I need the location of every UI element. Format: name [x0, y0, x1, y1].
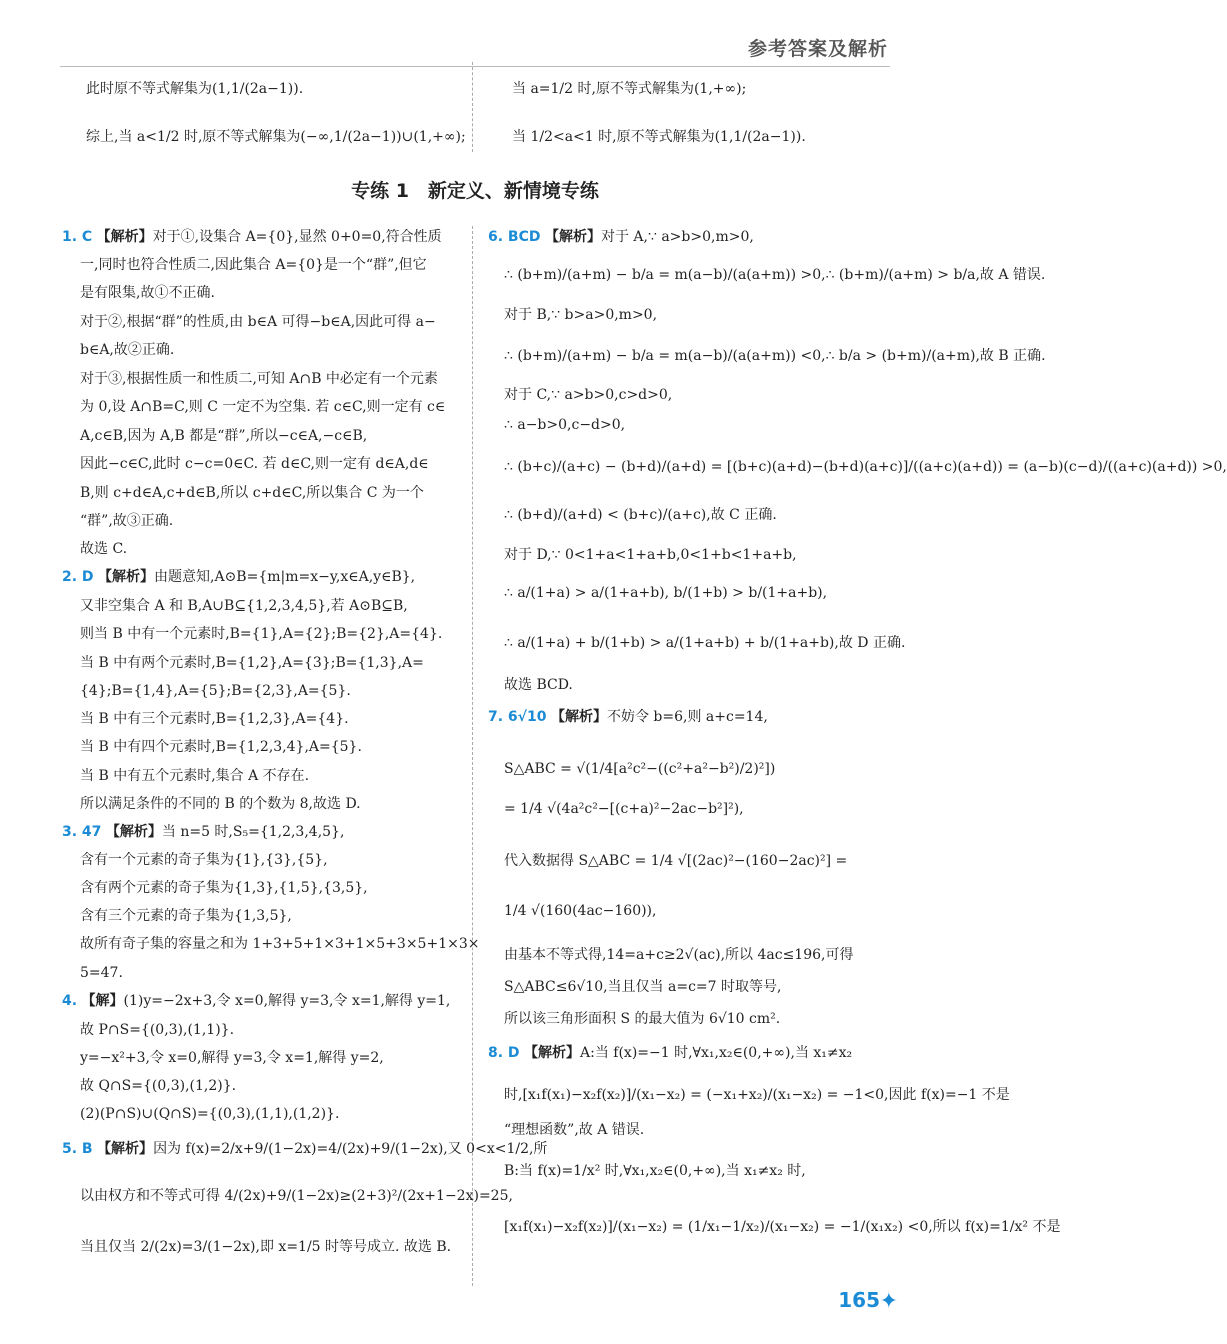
question-line: [62, 823, 344, 841]
line-text: (1)y=−2x+3,令 x=0,解得 y=3,令 x=1,解得 y=1,: [123, 993, 451, 1009]
line-text: 不妨令 b=6,则 a+c=14,: [606, 709, 768, 725]
line-text: 含有两个元素的奇子集为{1,3},{1,5},{3,5},: [80, 880, 368, 896]
analysis-tag: 【解析】: [524, 1045, 581, 1061]
line-text: 对于 A,∵ a>b>0,m>0,: [600, 229, 754, 245]
analysis-tag: 【解】: [81, 993, 124, 1009]
analysis-tag: 【解析】: [105, 824, 162, 840]
line-text: “群”,故③正确.: [80, 513, 174, 529]
question-number: 2. D: [62, 569, 94, 585]
text-line: [504, 266, 1046, 284]
line-text: ∴ (b+m)/(a+m) − b/a = m(a−b)/(a(a+m)) <0,∴ b/a > (b+m)/(a+m),故 B 正确.: [504, 348, 1046, 364]
line-text: 当且仅当 2/(2x)=3/(1−2x),即 x=1/5 时等号成立. 故选 B.: [80, 1239, 452, 1255]
text-line: [504, 760, 775, 778]
text-line: [80, 398, 445, 416]
analysis-tag: 【解析】: [550, 709, 607, 725]
line-text: 对于①,设集合 A={0},显然 0+0=0,符合性质: [152, 229, 442, 245]
text-line: [504, 852, 847, 870]
line-text: 因为 f(x)=2/x+9/(1−2x)=4/(2x)+9/(1−2x),又 0<x<1/2,所: [153, 1141, 548, 1157]
text-line: [80, 1049, 384, 1067]
text-line: 当 a=1/2 时,原不等式解集为(1,+∞);: [512, 81, 747, 97]
text-line: [80, 597, 408, 615]
line-text: y=−x²+3,令 x=0,解得 y=3,令 x=1,解得 y=2,: [80, 1050, 384, 1066]
text-line: [80, 256, 427, 274]
text-line: 综上,当 a<1/2 时,原不等式解集为(−∞,1/(2a−1))∪(1,+∞);: [86, 129, 466, 145]
text-line: [504, 458, 1227, 476]
line-text: S△ABC = √(1/4[a²c²−((c²+a²−b²)/2)²]): [504, 761, 776, 777]
line-text: 当 B 中有两个元素时,B={1,2},A={3};B={1,3},A=: [80, 655, 424, 671]
text-line: [80, 313, 436, 331]
line-text: 故所有奇子集的容量之和为 1+3+5+1×3+1×5+3×5+1×3×: [80, 936, 480, 952]
header-divider: [60, 66, 890, 67]
text-line: [80, 284, 215, 302]
text-line: [80, 710, 349, 728]
line-text: 对于 B,∵ b>a>0,m>0,: [504, 307, 658, 323]
question-line: [488, 228, 754, 246]
line-text: ∴ a/(1+a) + b/(1+b) > a/(1+a+b) + b/(1+a+b),故 D 正确.: [504, 635, 906, 651]
line-text: 时,[x₁f(x₁)−x₂f(x₂)]/(x₁−x₂) = (−x₁+x₂)/(x₁−x₂) = −1<0,因此 f(x)=−1 不是: [504, 1087, 1010, 1103]
line-text: A,c∈B,因为 A,B 都是“群”,所以−c∈A,−c∈B,: [80, 428, 368, 444]
line-text: 对于 D,∵ 0<1+a<1+a+b,0<1+b<1+a+b,: [504, 547, 797, 563]
text-line: [80, 484, 424, 502]
line-text: 1/4 √(160(4ac−160)),: [504, 903, 657, 919]
text-line: 此时原不等式解集为(1,1/(2a−1)).: [86, 81, 304, 97]
text-line: [504, 1010, 780, 1028]
text-line: [80, 1187, 513, 1205]
text-line: [80, 654, 424, 672]
question-line: [488, 1044, 852, 1062]
section-title: 专练 1 新定义、新情境专练: [351, 180, 599, 202]
text-line: [80, 1105, 339, 1123]
line-text: 5=47.: [80, 965, 123, 981]
line-text: S△ABC≤6√10,当且仅当 a=c=7 时取等号,: [504, 979, 782, 995]
line-text: 一,同时也符合性质二,因此集合 A={0}是一个“群”,但它: [80, 257, 427, 273]
text-line: [80, 682, 351, 700]
text-line: [80, 935, 479, 953]
analysis-tag: 【解析】: [96, 229, 153, 245]
text-line: [504, 978, 781, 996]
analysis-tag: 【解析】: [98, 569, 155, 585]
text-line: [80, 370, 438, 388]
line-text: 则当 B 中有一个元素时,B={1},A={2};B={2},A={4}.: [80, 626, 443, 642]
line-text: 当 B 中有四个元素时,B={1,2,3,4},A={5}.: [80, 739, 362, 755]
line-text: “理想函数”,故 A 错误.: [504, 1122, 645, 1138]
line-text: B:当 f(x)=1/x² 时,∀x₁,x₂∈(0,+∞),当 x₁≠x₂ 时,: [504, 1163, 806, 1179]
line-text: B,则 c+d∈A,c+d∈B,所以 c+d∈C,所以集合 C 为一个: [80, 485, 424, 501]
text-line: [80, 1021, 234, 1039]
column-divider: [472, 226, 473, 1286]
question-line: [62, 568, 415, 586]
line-text: b∈A,故②正确.: [80, 342, 175, 358]
line-text: 故 P∩S={(0,3),(1,1)}.: [80, 1022, 235, 1038]
text-line: [80, 625, 442, 643]
line-text: ∴ (b+c)/(a+c) − (b+d)/(a+d) = [(b+c)(a+d)−(b+d)(a+c)]/((a+c)(a+d)) = (a−b)(c−d)/((a+c)(a+d)) >0,: [504, 459, 1227, 475]
line-text: 以由权方和不等式可得 4/(2x)+9/(1−2x)≥(2+3)²/(2x+1−2x)=25,: [80, 1188, 513, 1204]
text-line: [504, 800, 744, 818]
line-text: 所以该三角形面积 S 的最大值为 6√10 cm².: [504, 1011, 781, 1027]
header-title: 参考答案及解析: [747, 38, 888, 60]
question-line: [488, 708, 768, 726]
line-text: 当 B 中有三个元素时,B={1,2,3},A={4}.: [80, 711, 349, 727]
line-text: (2)(P∩S)∪(Q∩S)={(0,3),(1,1),(1,2)}.: [80, 1106, 340, 1122]
text-line: [504, 416, 625, 434]
question-number: 5. B: [62, 1141, 93, 1157]
text-line: [504, 386, 672, 404]
text-line: [504, 546, 797, 564]
text-line: [504, 347, 1046, 365]
line-text: ∴ a/(1+a) > a/(1+a+b), b/(1+b) > b/(1+a+b),: [504, 585, 828, 601]
line-text: 为 0,设 A∩B=C,则 C 一定不为空集. 若 c∈C,则一定有 c∈: [80, 399, 446, 415]
text-line: [80, 1077, 236, 1095]
line-text: {4};B={1,4},A={5};B={2,3},A={5}.: [80, 683, 351, 699]
question-line: [62, 228, 442, 246]
line-text: 故选 BCD.: [504, 677, 573, 693]
line-text: 所以满足条件的不同的 B 的个数为 8,故选 D.: [80, 796, 361, 812]
analysis-tag: 【解析】: [97, 1141, 154, 1157]
text-line: [504, 946, 853, 964]
text-line: 当 1/2<a<1 时,原不等式解集为(1,1/(2a−1)).: [512, 129, 806, 145]
text-line: [80, 879, 368, 897]
question-number: 8. D: [488, 1045, 520, 1061]
line-text: = 1/4 √(4a²c²−[(c+a)²−2ac−b²]²),: [504, 801, 744, 817]
analysis-tag: 【解析】: [544, 229, 601, 245]
question-line: [62, 1140, 548, 1158]
top-column-divider: [472, 62, 473, 152]
text-line: [504, 634, 904, 652]
question-number: 6. BCD: [488, 229, 541, 245]
line-text: 对于②,根据“群”的性质,由 b∈A 可得−b∈A,因此可得 a−: [80, 314, 436, 330]
line-text: 由基本不等式得,14=a+c≥2√(ac),所以 4ac≤196,可得: [504, 947, 854, 963]
line-text: 含有三个元素的奇子集为{1,3,5},: [80, 908, 292, 924]
text-line: [80, 738, 362, 756]
text-line: [504, 902, 656, 920]
line-text: 对于 C,∵ a>b>0,c>d>0,: [504, 387, 673, 403]
line-text: 是有限集,故①不正确.: [80, 285, 215, 301]
text-line: [504, 1162, 806, 1180]
text-line: [504, 306, 657, 324]
question-number: 1. C: [62, 229, 93, 245]
text-line: [504, 1121, 644, 1139]
text-line: [504, 676, 573, 694]
text-line: [80, 851, 328, 869]
text-line: [80, 964, 123, 982]
text-line: [504, 1086, 1010, 1104]
text-line: [504, 1218, 1061, 1236]
text-line: [80, 512, 173, 530]
text-line: [80, 455, 429, 473]
question-number: 3. 47: [62, 824, 102, 840]
text-line: [80, 907, 292, 925]
star-icon: ✦: [879, 1289, 898, 1314]
line-text: A:当 f(x)=−1 时,∀x₁,x₂∈(0,+∞),当 x₁≠x₂: [580, 1045, 853, 1061]
page-number: 165: [838, 1288, 880, 1312]
text-line: [80, 795, 361, 813]
line-text: 由题意知,A⊙B={m|m=x−y,x∈A,y∈B},: [154, 569, 416, 585]
line-text: 含有一个元素的奇子集为{1},{3},{5},: [80, 852, 328, 868]
question-number: 7. 6√10: [488, 709, 547, 725]
line-text: ∴ (b+m)/(a+m) − b/a = m(a−b)/(a(a+m)) >0,∴ (b+m)/(a+m) > b/a,故 A 错误.: [504, 267, 1046, 283]
line-text: 因此−c∈C,此时 c−c=0∈C. 若 d∈C,则一定有 d∈A,d∈: [80, 456, 429, 472]
text-line: [80, 540, 127, 558]
line-text: ∴ (b+d)/(a+d) < (b+c)/(a+c),故 C 正确.: [504, 507, 777, 523]
line-text: [x₁f(x₁)−x₂f(x₂)]/(x₁−x₂) = (1/x₁−1/x₂)/(x₁−x₂) = −1/(x₁x₂) <0,所以 f(x)=1/x² 不是: [504, 1219, 1061, 1235]
text-line: [80, 341, 174, 359]
question-line: [62, 992, 450, 1010]
text-line: [80, 1238, 451, 1256]
question-number: 4.: [62, 993, 78, 1009]
line-text: 故选 C.: [80, 541, 128, 557]
text-line: [504, 584, 827, 602]
line-text: 当 n=5 时,S₅={1,2,3,4,5},: [161, 824, 345, 840]
line-text: ∴ a−b>0,c−d>0,: [504, 417, 626, 433]
line-text: 故 Q∩S={(0,3),(1,2)}.: [80, 1078, 237, 1094]
line-text: 又非空集合 A 和 B,A∪B⊆{1,2,3,4,5},若 A⊙B⊆B,: [80, 598, 408, 614]
line-text: 代入数据得 S△ABC = 1/4 √[(2ac)²−(160−2ac)²] =: [504, 853, 848, 869]
text-line: [80, 767, 309, 785]
line-text: 对于③,根据性质一和性质二,可知 A∩B 中必定有一个元素: [80, 371, 438, 387]
text-line: [80, 427, 367, 445]
text-line: [504, 506, 777, 524]
line-text: 当 B 中有五个元素时,集合 A 不存在.: [80, 768, 310, 784]
